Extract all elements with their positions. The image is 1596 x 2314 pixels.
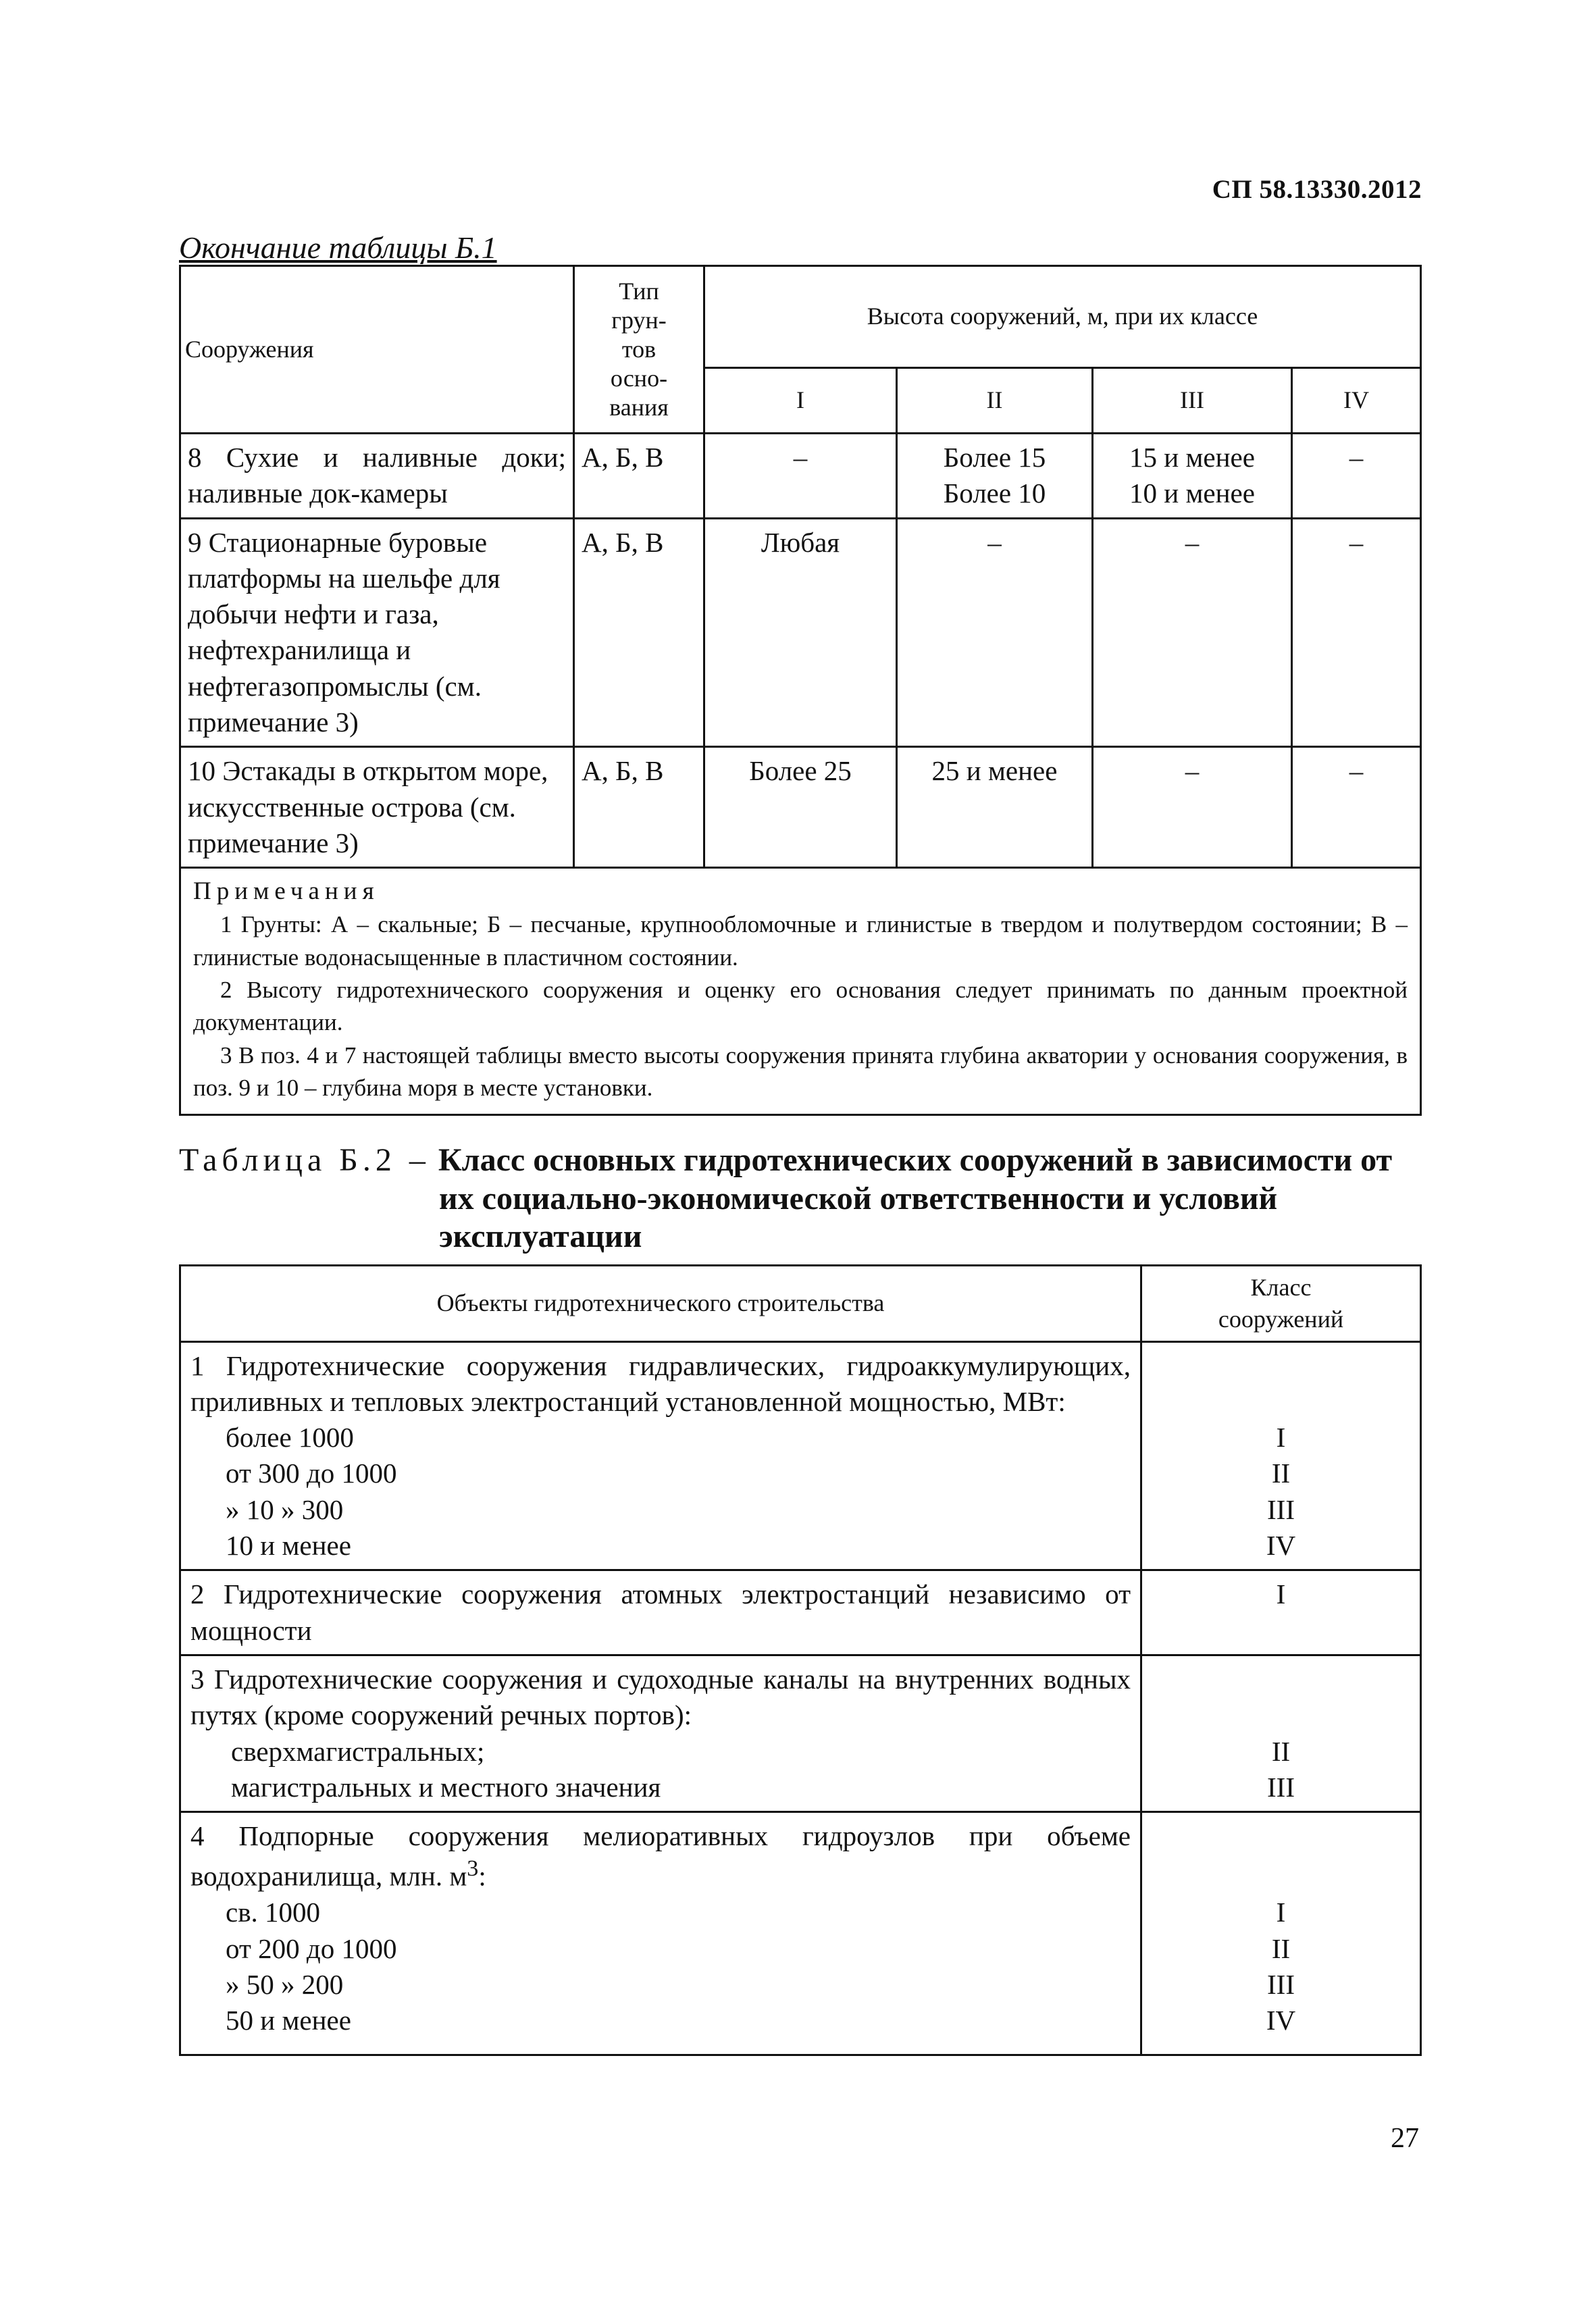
cell-class-2: Более 15 Более 10 — [897, 434, 1093, 519]
table-header-row — [180, 1266, 1421, 1342]
note-1: 1 Грунты: А – скальные; Б – песчаные, крупнообломочные и глинистые в твердом и полутвердом состоянии; В – глинистые водонасыщенные в пластичном состоянии. — [193, 911, 1408, 971]
cell-object: 1 Гидротехнические сооружения гидравлических, гидроаккумулирующих, приливных и тепловых электростанций установленной мощностью, МВт: более 1000 от 300 до 1000 » 10 » 300 10 и менее — [180, 1341, 1141, 1570]
table-row — [180, 1655, 1421, 1811]
col-header-objects: Объекты гидротехнического строительства — [180, 1266, 1141, 1342]
note-2: 2 Высоту гидротехнического сооружения и оценку его основания следует принимать по данным проектной документации. — [193, 976, 1408, 1036]
cell-class-4: – — [1292, 747, 1421, 868]
col-header-class-3: III — [1093, 368, 1292, 434]
cell-class-3: – — [1093, 518, 1292, 747]
col-header-soil-type: Тип грун- тов осно- вания — [574, 266, 704, 434]
cell-class-1: Более 25 — [704, 747, 897, 868]
table-continuation-title: Окончание таблицы Б.1 — [179, 230, 497, 265]
table-row — [180, 1570, 1421, 1655]
table-row — [180, 1812, 1421, 2055]
cell-soil: А, Б, В — [574, 518, 704, 747]
col-header-class: Класс сооружений — [1141, 1266, 1421, 1342]
cell-class: I II III IV — [1141, 1812, 1421, 2055]
cell-structure: 10 Эстакады в открытом море, искусственные острова (см. примечание 3) — [180, 747, 574, 868]
table-b2 — [179, 1264, 1422, 2056]
cell-class: II III — [1141, 1655, 1421, 1811]
table-notes — [180, 868, 1421, 1115]
table-row — [180, 518, 1421, 747]
cell-class-3: – — [1093, 747, 1292, 868]
table-b1 — [179, 265, 1422, 1116]
cell-class-1: Любая — [704, 518, 897, 747]
cell-soil: А, Б, В — [574, 434, 704, 519]
col-header-height-by-class: Высота сооружений, м, при их классе — [704, 266, 1421, 368]
cell-class-4: – — [1292, 518, 1421, 747]
cell-object: 4 Подпорные сооружения мелиоративных гидроузлов при объеме водохранилища, млн. $м^3$: св. 1000 от 200 до 1000 » 50 » 200 50 и менее — [180, 1812, 1141, 2055]
cell-structure: 9 Стационарные буровые платформы на шельфе для добычи нефти и газа, нефтехранилища и нефтегазопромыслы (см. примечание 3) — [180, 518, 574, 747]
cell-structure: 8 Сухие и наливные доки; наливные док-камеры — [180, 434, 574, 519]
cell-class: I II III IV — [1141, 1341, 1421, 1570]
cell-class: I — [1141, 1570, 1421, 1655]
table-header-row — [180, 266, 1421, 368]
cell-object: 3 Гидротехнические сооружения и судоходные каналы на внутренних водных путях (кроме сооружений речных портов): сверхмагистральных; магистральных и местного значения — [180, 1655, 1141, 1811]
notes-row — [180, 868, 1421, 1115]
table-row — [180, 1341, 1421, 1570]
cell-object: 2 Гидротехнические сооружения атомных электростанций независимо от мощности — [180, 1570, 1141, 1655]
document-code: СП 58.13330.2012 — [1212, 175, 1422, 204]
notes-title: Примечания — [193, 877, 380, 906]
table-row — [180, 747, 1421, 868]
cell-class-3: 15 и менее 10 и менее — [1093, 434, 1292, 519]
col-header-class-2: II — [897, 368, 1093, 434]
col-header-class-1: I — [704, 368, 897, 434]
cell-class-2: – — [897, 518, 1093, 747]
table-row — [180, 434, 1421, 519]
cell-class-1: – — [704, 434, 897, 519]
table-b2-caption: Таблица Б.2 – Класс основных гидротехнических сооружений в зависимости от их социально-экономической ответственности и условий эксплуатации — [179, 1142, 1393, 1255]
col-header-structures: Сооружения — [180, 266, 574, 434]
cell-class-4: – — [1292, 434, 1421, 519]
note-3: 3 В поз. 4 и 7 настоящей таблицы вместо высоты сооружения принята глубина акватории у основания сооружения, в поз. 9 и 10 – глубина моря в месте установки. — [193, 1042, 1408, 1101]
page-number: 27 — [1391, 2123, 1419, 2154]
cell-soil: А, Б, В — [574, 747, 704, 868]
cell-class-2: 25 и менее — [897, 747, 1093, 868]
col-header-class-4: IV — [1292, 368, 1421, 434]
